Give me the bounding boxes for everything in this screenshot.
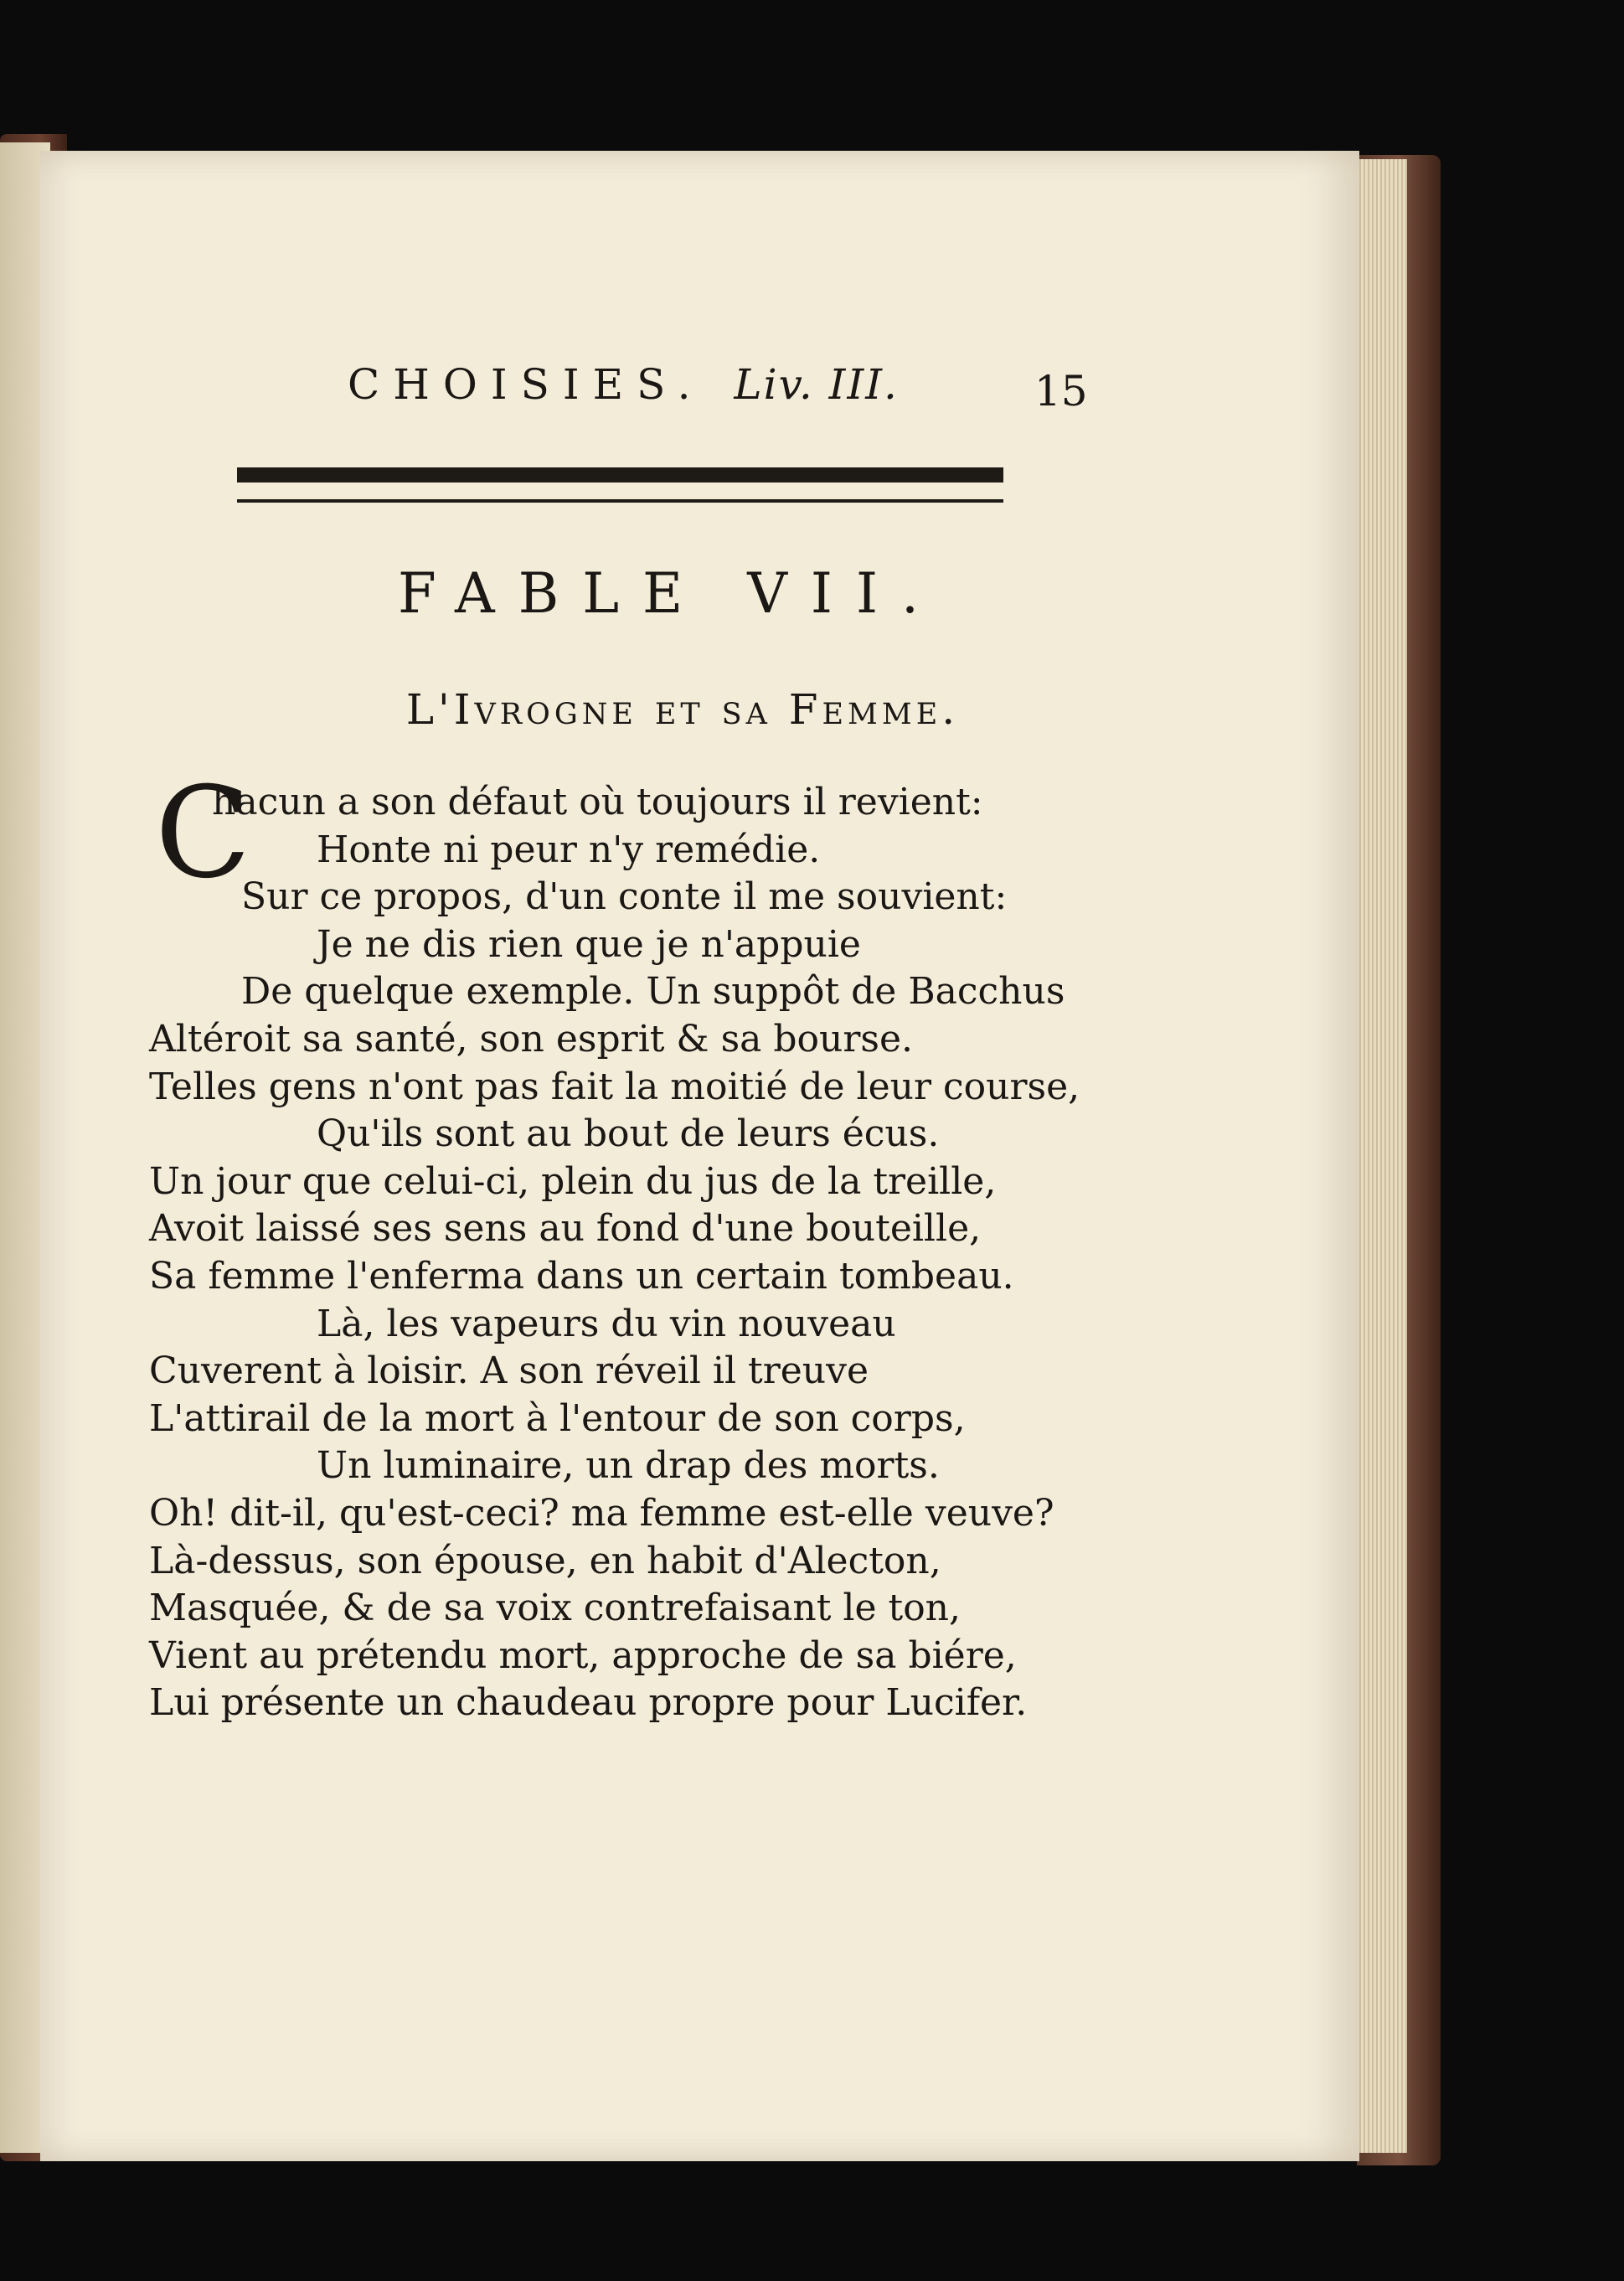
fable-subtitle: L'Ivrogne et sa Femme.	[405, 685, 960, 734]
running-head	[348, 360, 1101, 419]
verse-line: Lui présente un chaudeau propre pour Lucifer.	[149, 1681, 1028, 1725]
verse-line: Un jour que celui-ci, plein du jus de la treille,	[149, 1159, 997, 1203]
running-head-book: Liv. III.	[734, 360, 899, 409]
fable-number: FABLE VII.	[398, 561, 942, 626]
verse-line: Sur ce propos, d'un conte il me souvient:	[241, 875, 1008, 919]
verse-line: Qu'ils sont au bout de leurs écus.	[317, 1112, 940, 1156]
running-head-title: CHOISIES.	[348, 360, 704, 409]
verse-line: Là, les vapeurs du vin nouveau	[317, 1302, 896, 1345]
verse-line: Masquée, & de sa voix contrefaisant le ton,	[149, 1587, 962, 1630]
verse-line: hacun a son défaut où toujours il revient:	[212, 781, 983, 823]
verse-line: Telles gens n'ont pas fait la moitié de leur course,	[149, 1065, 1080, 1108]
verse-line: L'attirail de la mort à l'entour de son corps,	[149, 1396, 966, 1440]
verse-line: Vient au prétendu mort, approche de sa biére,	[149, 1633, 1017, 1677]
page-number: 15	[1034, 367, 1088, 415]
verse-line: Je ne dis rien que je n'appuie	[317, 922, 861, 966]
verse-line: Sa femme l'enferma dans un certain tombeau.	[149, 1254, 1014, 1298]
ornamental-rule-thin	[237, 499, 1003, 503]
verse-line: Honte ni peur n'y remédie.	[317, 828, 821, 871]
verse-line: Là-dessus, son épouse, en habit d'Alecton,	[149, 1539, 941, 1582]
verse-body	[149, 779, 1087, 1727]
ornamental-rule-thick	[237, 467, 1003, 483]
verse-line: De quelque exemple. Un suppôt de Bacchus	[241, 970, 1065, 1014]
verse-line: Cuverent à loisir. A son réveil il treuve	[149, 1350, 869, 1393]
drop-cap: C	[155, 761, 251, 906]
verse-line: Un luminaire, un drap des morts.	[317, 1444, 940, 1488]
verse-line: Avoit laissé ses sens au fond d'une bouteille,	[149, 1207, 982, 1251]
verse-line: Oh! dit-il, qu'est-ceci? ma femme est-elle veuve?	[149, 1491, 1054, 1535]
verse-line: Altéroit sa santé, son esprit & sa bourse.	[149, 1017, 914, 1061]
